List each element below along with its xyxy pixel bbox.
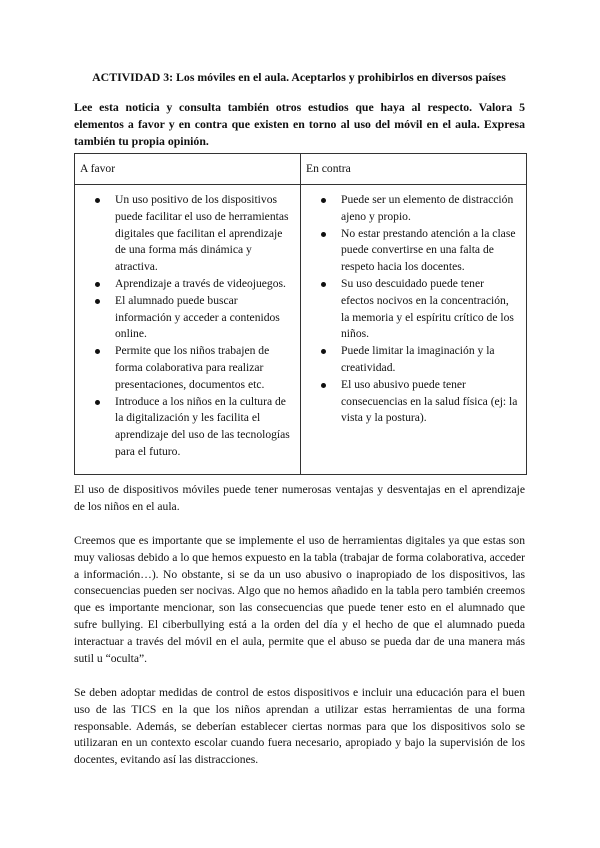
header-en-contra: En contra bbox=[301, 154, 527, 185]
contra-list bbox=[301, 192, 526, 427]
contra-item: Puede ser un elemento de distracción ajeno y propio. bbox=[341, 192, 518, 226]
favor-cell bbox=[75, 185, 301, 475]
contra-item: Puede limitar la imaginación y la creatividad. bbox=[341, 343, 518, 377]
favor-list bbox=[75, 192, 300, 461]
favor-item: Introduce a los niños en la cultura de la digitalización y les facilita el aprendizaje del uso de las tecnologías para el futuro. bbox=[115, 394, 292, 461]
paragraph-2: Creemos que es importante que se implemente el uso de herramientas digitales ya que estas son muy valiosas debido a lo que hemos expuesto en la tabla (trabajar de forma colaborativa, acceder a información…). No obstante, si se da un uso abusivo o inapropiado de los dispositivos, las consecuencias pueden ser nocivas. Algo que no hemos añadido en la tabla pero también creemos que es importante mencionar, son las consecuencias que puede tener esto en el alumnado que sufre bullying. El ciberbullying está a la orden del día y el hecho de que el alumnado pueda interactuar a través del móvil en el aula, permite que el abuso se pueda dar de una manera más sutil u “oculta”. bbox=[74, 534, 525, 665]
pros-cons-table bbox=[74, 153, 527, 475]
activity-title: ACTIVIDAD 3: Los móviles en el aula. Aceptarlos y prohibirlos en diversos países bbox=[92, 70, 506, 84]
paragraph-3: Se deben adoptar medidas de control de estos dispositivos e incluir una educación para el buen uso de las TICS en la que los niños aprendan a utilizar estas herramientas de una forma responsable. Además, se deberían establecer ciertas normas para que los dispositivos solo se utilizaran en un contexto escolar cuando fuera necesario, apropiado y bajo la supervisión de los docentes, evitando así las distracciones. bbox=[74, 686, 525, 767]
header-a-favor: A favor bbox=[75, 154, 301, 185]
contra-item: El uso abusivo puede tener consecuencias en la salud física (ej: la vista y la postura). bbox=[341, 377, 518, 427]
favor-item: El alumnado puede buscar información y acceder a contenidos online. bbox=[115, 293, 292, 343]
favor-item: Permite que los niños trabajen de forma colaborativa para realizar presentaciones, documentos etc. bbox=[115, 343, 292, 393]
favor-item: Un uso positivo de los dispositivos puede facilitar el uso de herramientas digitales que facilitan el aprendizaje de una forma más dinámica y atractiva. bbox=[115, 192, 292, 276]
favor-item: Aprendizaje a través de videojuegos. bbox=[115, 276, 292, 293]
activity-instructions: Lee esta noticia y consulta también otros estudios que haya al respecto. Valora 5 elementos a favor y en contra que existen en torno al uso del móvil en el aula. Expresa también tu propia opinión. bbox=[74, 100, 525, 148]
paragraph-1: El uso de dispositivos móviles puede tener numerosas ventajas y desventajas en el aprendizaje de los niños en el aula. bbox=[74, 483, 525, 513]
contra-item: No estar prestando atención a la clase puede convertirse en una falta de respeto hacia los docentes. bbox=[341, 226, 518, 276]
contra-cell bbox=[301, 185, 527, 475]
contra-item: Su uso descuidado puede tener efectos nocivos en la concentración, la memoria y el espíritu crítico de los niños. bbox=[341, 276, 518, 343]
